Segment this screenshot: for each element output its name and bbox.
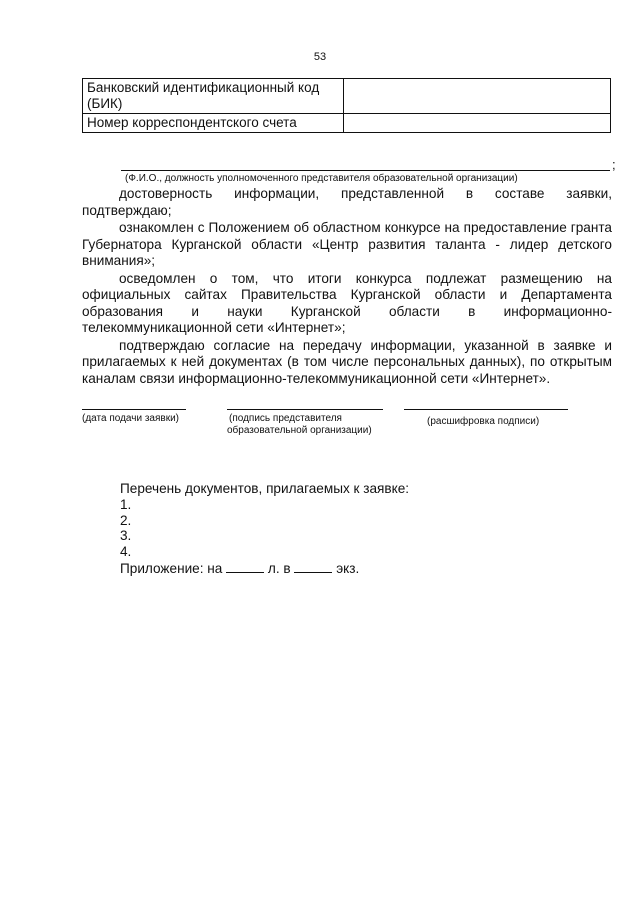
correspondent-account-value xyxy=(344,114,611,133)
list-item: 4. xyxy=(120,544,132,560)
date-label: (дата подачи заявки) xyxy=(82,413,179,424)
appendix-middle: л. в xyxy=(267,560,291,576)
list-item: 1. xyxy=(120,496,132,512)
bik-label: Банковский идентификационный код (БИК) xyxy=(83,79,344,114)
page-number: 53 xyxy=(313,51,327,63)
appendix-suffix: экз. xyxy=(336,560,360,576)
appendix-prefix: Приложение: на xyxy=(120,560,223,576)
signatory-name-line xyxy=(121,170,610,171)
copies-count-blank xyxy=(294,560,332,573)
paragraph-reliability: достоверность информации, представленной в составе заявки, подтверждаю; xyxy=(82,186,612,218)
paragraph-consent: подтверждаю согласие на передачу информации, указанной в заявке и прилагаемых к ней документах (в том числе персональных данных), по открытым каналам связи информационно-телекоммуникационной сети «Интернет». xyxy=(82,337,612,386)
signature-label-line1: (подпись представителя xyxy=(229,413,342,424)
decoding-label: (расшифровка подписи) xyxy=(427,416,540,427)
list-item: 3. xyxy=(120,528,132,544)
list-item: 2. xyxy=(120,512,132,528)
signatory-semicolon: ; xyxy=(612,157,616,172)
appendix-line xyxy=(120,560,409,577)
date-line xyxy=(82,409,186,410)
attachments-list xyxy=(120,481,409,577)
paragraph-acquainted: ознакомлен с Положением об областном конкурсе на предоставление гранта Губернатора Курганской области «Центр развития таланта - лидер детского внимания»; xyxy=(82,220,612,268)
bank-details-table xyxy=(82,78,611,133)
declaration-text xyxy=(82,186,612,388)
table-row xyxy=(83,79,611,114)
attachments-heading: Перечень документов, прилагаемых к заявке: xyxy=(120,481,410,496)
correspondent-account-label: Номер корреспондентского счета xyxy=(83,114,344,133)
signature-line xyxy=(227,409,383,410)
signatory-caption: (Ф.И.О., должность уполномоченного представителя образовательной организации) xyxy=(125,173,518,184)
sheets-count-blank xyxy=(226,560,264,573)
table-row xyxy=(83,114,611,133)
decoding-line xyxy=(404,409,568,410)
bik-value xyxy=(344,79,611,114)
signature-label-line2: образовательной организации) xyxy=(227,425,372,436)
paragraph-informed: осведомлен о том, что итоги конкурса подлежат размещению на официальных сайтах Правительства Курганской области и Департамента образования и науки Курганской области в информационно-телекоммуникационной сети «Интернет»; xyxy=(82,270,612,335)
